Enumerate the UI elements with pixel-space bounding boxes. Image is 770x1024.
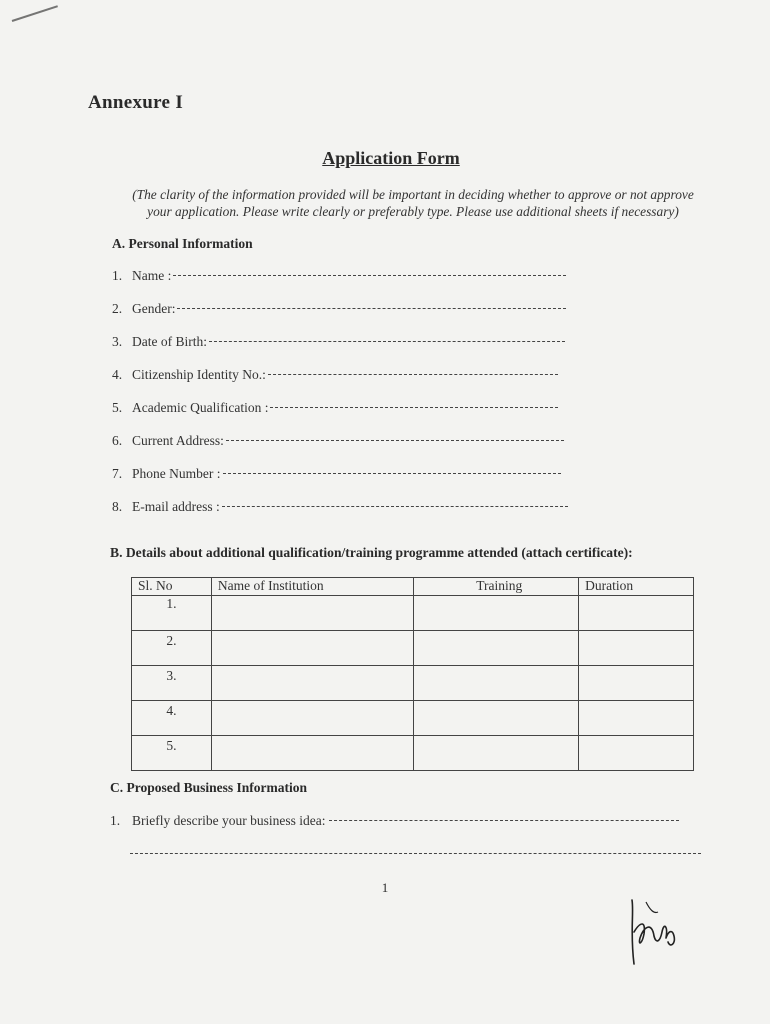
training-cell[interactable] — [414, 596, 579, 631]
citizenship-id-field[interactable] — [112, 367, 558, 383]
sl-no-cell: 2. — [132, 631, 212, 666]
email-field[interactable] — [112, 499, 568, 515]
table-row — [132, 596, 694, 631]
sl-no-cell: 3. — [132, 666, 212, 701]
sl-no-cell: 4. — [132, 701, 212, 736]
field-number: 5. — [112, 400, 123, 415]
column-header: Duration — [579, 578, 694, 596]
fill-line[interactable] — [223, 472, 561, 474]
duration-cell[interactable] — [579, 596, 694, 631]
academic-qualification-field[interactable] — [112, 400, 558, 416]
institution-cell[interactable] — [211, 666, 414, 701]
duration-cell[interactable] — [579, 666, 694, 701]
date-of-birth-field[interactable] — [112, 334, 565, 350]
sl-no-cell: 5. — [132, 736, 212, 771]
table-row — [132, 736, 694, 771]
table-row — [132, 701, 694, 736]
field-label: Academic Qualification : — [132, 400, 269, 415]
fill-line[interactable] — [177, 307, 566, 309]
institution-cell[interactable] — [211, 736, 414, 771]
intro-note: (The clarity of the information provided will be important in deciding whether to approve or not approve your application. Please write clearly or preferably type. Please use additional sheets if necessary) — [132, 187, 694, 219]
section-c-heading: C. Proposed Business Information — [110, 780, 308, 795]
field-number: 4. — [112, 367, 123, 382]
page-number: 1 — [381, 880, 389, 895]
table-row — [132, 631, 694, 666]
field-number: 8. — [112, 499, 123, 514]
phone-number-field[interactable] — [112, 466, 561, 482]
training-table — [131, 577, 694, 771]
current-address-field[interactable] — [112, 433, 564, 449]
form-title-wrap — [0, 148, 770, 169]
business-idea-field[interactable] — [110, 813, 679, 829]
column-header: Name of Institution — [211, 578, 414, 596]
column-header: Sl. No — [132, 578, 212, 596]
fill-line[interactable] — [209, 340, 565, 342]
fill-line[interactable] — [268, 373, 558, 375]
handwritten-signature — [620, 892, 690, 972]
fill-line[interactable] — [329, 820, 679, 821]
table-header-row — [132, 578, 694, 596]
fill-line[interactable] — [270, 406, 558, 408]
scan-mark — [12, 5, 58, 22]
sl-no-cell: 1. — [132, 596, 212, 631]
annexure-label: Annexure I — [88, 92, 184, 113]
institution-cell[interactable] — [211, 701, 414, 736]
training-cell[interactable] — [414, 631, 579, 666]
field-label: Current Address: — [132, 433, 224, 448]
field-label: Name : — [132, 268, 172, 283]
name-field[interactable] — [112, 268, 566, 284]
column-header: Training — [414, 578, 579, 596]
training-cell[interactable] — [414, 736, 579, 771]
field-number: 1. — [112, 268, 123, 283]
field-label: Briefly describe your business idea: — [132, 813, 326, 828]
fill-line-continuation[interactable] — [130, 853, 701, 854]
field-number: 3. — [112, 334, 123, 349]
field-number: 7. — [112, 466, 123, 481]
section-a-heading: A. Personal Information — [112, 236, 253, 251]
duration-cell[interactable] — [579, 701, 694, 736]
institution-cell[interactable] — [211, 596, 414, 631]
fill-line[interactable] — [222, 505, 568, 507]
field-number: 1. — [110, 813, 121, 828]
field-label: Date of Birth: — [132, 334, 207, 349]
field-label: Citizenship Identity No.: — [132, 367, 266, 382]
institution-cell[interactable] — [211, 631, 414, 666]
training-cell[interactable] — [414, 701, 579, 736]
field-number: 6. — [112, 433, 123, 448]
field-number: 2. — [112, 301, 123, 316]
fill-line[interactable] — [226, 439, 564, 441]
fill-line[interactable] — [173, 274, 566, 276]
duration-cell[interactable] — [579, 631, 694, 666]
table-row — [132, 666, 694, 701]
field-label: E-mail address : — [132, 499, 220, 514]
section-b-heading: B. Details about additional qualification/training programme attended (attach certificate): — [110, 545, 633, 560]
field-label: Gender: — [132, 301, 176, 316]
duration-cell[interactable] — [579, 736, 694, 771]
field-label: Phone Number : — [132, 466, 221, 481]
form-title: Application Form — [322, 148, 460, 168]
gender-field[interactable] — [112, 301, 566, 317]
training-cell[interactable] — [414, 666, 579, 701]
